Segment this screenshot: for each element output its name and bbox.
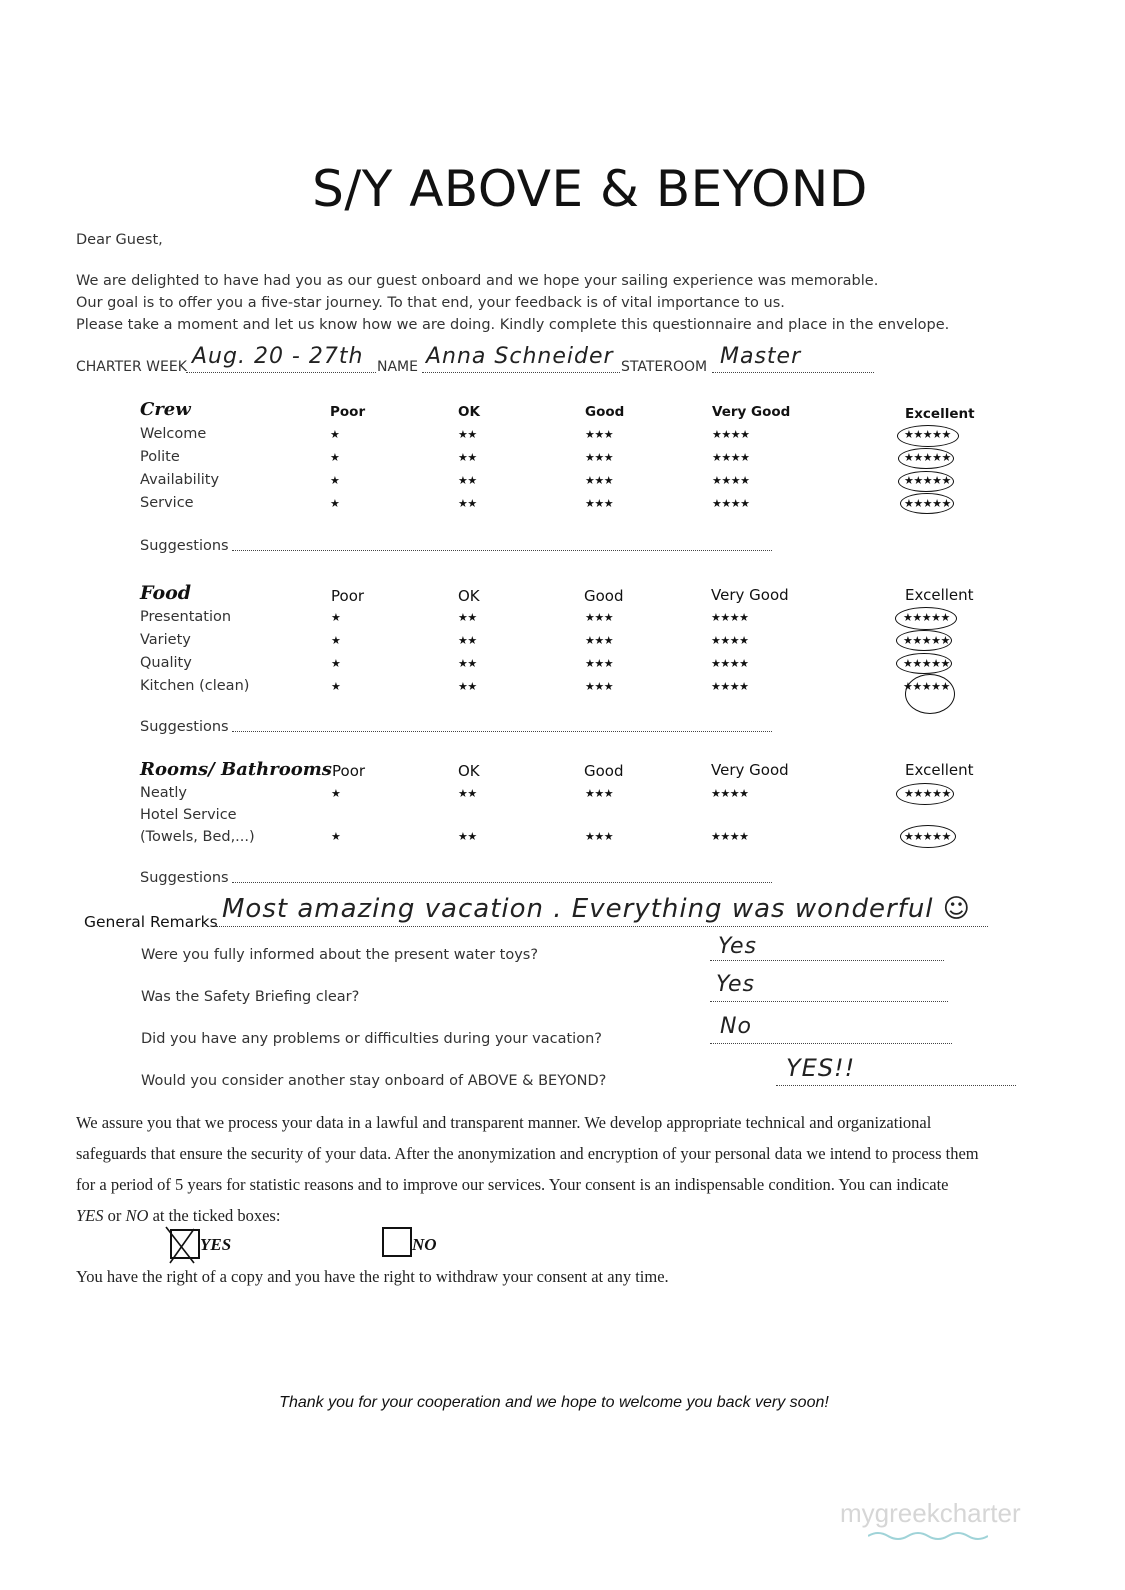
rating-good[interactable]: ★★★ — [585, 497, 614, 510]
intro-line-3: Please take a moment and let us know how we are doing. Kindly complete this questionnaire and place in the envelope. — [76, 317, 950, 333]
rating-poor[interactable]: ★ — [331, 634, 341, 647]
selected-excellent-circle — [896, 783, 954, 805]
selected-excellent-circle — [898, 448, 954, 469]
rating-excellent[interactable]: ★★★★★ — [904, 428, 951, 441]
col-ok: OK — [458, 762, 480, 780]
check-mark-icon — [164, 1225, 202, 1265]
rating-good[interactable]: ★★★ — [585, 830, 614, 843]
general-remarks-line — [216, 926, 988, 927]
rooms-item-hotel-service: Hotel Service — [140, 807, 237, 823]
rating-poor[interactable]: ★ — [330, 497, 340, 510]
col-good: Good — [584, 762, 624, 780]
col-poor: Poor — [330, 404, 366, 420]
rating-very-good[interactable]: ★★★★ — [711, 830, 749, 843]
rating-good[interactable]: ★★★ — [585, 680, 614, 693]
answer-2-line — [710, 1001, 948, 1002]
rating-poor[interactable]: ★ — [331, 680, 341, 693]
rating-ok[interactable]: ★★ — [458, 497, 477, 510]
col-poor: Poor — [332, 762, 366, 780]
selected-excellent-circle — [905, 674, 955, 714]
rating-excellent[interactable]: ★★★★★ — [904, 474, 951, 487]
selected-excellent-circle — [900, 825, 956, 848]
rating-excellent[interactable]: ★★★★★ — [903, 611, 950, 624]
rating-very-good[interactable]: ★★★★ — [711, 611, 749, 624]
rooms-item-neatly: Neatly — [140, 785, 187, 801]
rating-good[interactable]: ★★★ — [585, 611, 614, 624]
crew-item-service: Service — [140, 495, 194, 511]
rating-excellent[interactable]: ★★★★★ — [903, 680, 950, 693]
col-ok: OK — [458, 404, 480, 420]
col-very-good: Very Good — [711, 761, 789, 779]
consent-line-3: for a period of 5 years for statistic reasons and to improve our services. Your consent is an indispensable condition. You can indicate — [76, 1175, 949, 1194]
rating-ok[interactable]: ★★ — [458, 634, 477, 647]
answer-3[interactable]: No — [720, 1014, 752, 1039]
watermark — [840, 1498, 1021, 1529]
selected-excellent-circle — [898, 471, 954, 492]
intro-line-1: We are delighted to have had you as our guest onboard and we hope your sailing experience was memorable. — [76, 273, 879, 289]
consent-no-word: NO — [125, 1206, 149, 1225]
food-item-kitchen: Kitchen (clean) — [140, 678, 250, 694]
rating-very-good[interactable]: ★★★★ — [711, 634, 749, 647]
answer-2[interactable]: Yes — [716, 972, 756, 997]
consent-or-word: or — [103, 1206, 126, 1225]
general-remarks-value[interactable]: Most amazing vacation . Everything was wonderful ☺ — [222, 894, 971, 924]
section-title-crew: Crew — [140, 399, 191, 420]
consent-no-label: NO — [412, 1235, 437, 1254]
charter-week-value[interactable]: Aug. 20 - 27th — [192, 344, 364, 369]
rating-excellent[interactable]: ★★★★★ — [903, 634, 950, 647]
question-2: Was the Safety Briefing clear? — [141, 989, 360, 1005]
rating-poor[interactable]: ★ — [331, 611, 341, 624]
greeting: Dear Guest, — [76, 232, 163, 248]
rating-good[interactable]: ★★★ — [585, 428, 614, 441]
rating-excellent[interactable]: ★★★★★ — [904, 787, 951, 800]
rating-good[interactable]: ★★★ — [585, 634, 614, 647]
answer-1-line — [710, 960, 944, 961]
crew-suggestions-label: Suggestions — [140, 538, 229, 554]
col-excellent: Excellent — [905, 406, 975, 422]
name-label: NAME — [377, 359, 418, 375]
rating-poor[interactable]: ★ — [330, 428, 340, 441]
rating-very-good[interactable]: ★★★★ — [712, 474, 750, 487]
charter-week-label: CHARTER WEEK — [76, 359, 187, 375]
rating-excellent[interactable]: ★★★★★ — [904, 451, 951, 464]
consent-line-2: safeguards that ensure the security of your data. After the anonymization and encryption of your personal data we intend to process them — [76, 1144, 979, 1163]
food-suggestions-label: Suggestions — [140, 719, 229, 735]
crew-suggestions-field[interactable] — [232, 550, 772, 551]
consent-withdraw-text: You have the right of a copy and you have the right to withdraw your consent at any time. — [76, 1267, 669, 1286]
section-title-food: Food — [140, 582, 192, 604]
answer-4[interactable]: YES!! — [786, 1054, 856, 1082]
wave-icon — [868, 1530, 988, 1542]
col-very-good: Very Good — [712, 404, 791, 420]
selected-excellent-circle — [896, 630, 952, 651]
col-good: Good — [584, 587, 624, 605]
rating-very-good[interactable]: ★★★★ — [712, 497, 750, 510]
consent-no-checkbox[interactable] — [382, 1227, 412, 1257]
consent-yes-word: YES — [76, 1206, 104, 1225]
consent-ticked-boxes-text: at the ticked boxes: — [148, 1206, 281, 1225]
food-suggestions-field[interactable] — [232, 731, 772, 732]
food-item-quality: Quality — [140, 655, 192, 671]
rating-poor[interactable]: ★ — [330, 451, 340, 464]
consent-yes-checkbox[interactable] — [170, 1229, 200, 1259]
rating-good[interactable]: ★★★ — [585, 474, 614, 487]
general-remarks-label: General Remarks — [84, 913, 218, 931]
consent-yes-label: YES — [200, 1235, 232, 1254]
rooms-item-towels-bed: (Towels, Bed,...) — [140, 829, 255, 845]
col-excellent: Excellent — [905, 761, 974, 779]
rating-poor[interactable]: ★ — [331, 787, 341, 800]
selected-excellent-circle — [900, 493, 954, 514]
rating-poor[interactable]: ★ — [331, 830, 341, 843]
intro-line-2: Our goal is to offer you a five-star journey. To that end, your feedback is of vital importance to us. — [76, 295, 785, 311]
stateroom-value[interactable]: Master — [720, 344, 802, 369]
rating-ok[interactable]: ★★ — [458, 611, 477, 624]
rating-ok[interactable]: ★★ — [458, 830, 477, 843]
question-4: Would you consider another stay onboard of ABOVE & BEYOND? — [141, 1073, 607, 1089]
answer-4-line — [776, 1085, 1016, 1086]
page-title: S/Y ABOVE & BEYOND — [312, 160, 868, 218]
rating-ok[interactable]: ★★ — [458, 657, 477, 670]
rating-very-good[interactable]: ★★★★ — [711, 680, 749, 693]
rating-very-good[interactable]: ★★★★ — [711, 787, 749, 800]
selected-excellent-circle — [897, 425, 959, 447]
rooms-suggestions-field[interactable] — [232, 882, 772, 883]
rating-ok[interactable]: ★★ — [458, 787, 477, 800]
crew-item-availability: Availability — [140, 472, 220, 488]
rating-very-good[interactable]: ★★★★ — [711, 657, 749, 670]
col-excellent: Excellent — [905, 586, 974, 604]
rating-ok[interactable]: ★★ — [458, 474, 477, 487]
rating-ok[interactable]: ★★ — [458, 451, 477, 464]
rating-good[interactable]: ★★★ — [585, 787, 614, 800]
crew-item-welcome: Welcome — [140, 426, 207, 442]
watermark-text: mygreekcharter — [840, 1498, 1021, 1528]
rating-very-good[interactable]: ★★★★ — [712, 451, 750, 464]
thank-you-note: Thank you for your cooperation and we hope to welcome you back very soon! — [279, 1394, 829, 1411]
name-value[interactable]: Anna Schneider — [426, 344, 614, 369]
rating-excellent[interactable]: ★★★★★ — [904, 497, 951, 510]
col-ok: OK — [458, 587, 480, 605]
selected-excellent-circle — [895, 607, 957, 630]
rating-ok[interactable]: ★★ — [458, 428, 477, 441]
section-title-rooms: Rooms/ Bathrooms — [140, 759, 332, 780]
rating-very-good[interactable]: ★★★★ — [712, 428, 750, 441]
answer-3-line — [710, 1043, 952, 1044]
answer-1[interactable]: Yes — [718, 934, 758, 959]
consent-line-1: We assure you that we process your data in a lawful and transparent manner. We develop appropriate technical and organizational — [76, 1113, 932, 1132]
food-item-variety: Variety — [140, 632, 191, 648]
question-3: Did you have any problems or difficulties during your vacation? — [141, 1031, 602, 1047]
col-good: Good — [585, 404, 625, 420]
charter-week-line — [186, 372, 376, 373]
col-very-good: Very Good — [711, 586, 789, 604]
rating-ok[interactable]: ★★ — [458, 680, 477, 693]
col-poor: Poor — [331, 587, 365, 605]
rating-good[interactable]: ★★★ — [585, 657, 614, 670]
rating-excellent[interactable]: ★★★★★ — [904, 830, 951, 843]
question-1: Were you fully informed about the present water toys? — [141, 947, 539, 963]
food-item-presentation: Presentation — [140, 609, 232, 625]
rating-good[interactable]: ★★★ — [585, 451, 614, 464]
rating-excellent[interactable]: ★★★★★ — [903, 657, 950, 670]
stateroom-label: STATEROOM — [621, 359, 708, 375]
crew-item-polite: Polite — [140, 449, 180, 465]
stateroom-line — [712, 372, 874, 373]
name-line — [422, 372, 620, 373]
rating-poor[interactable]: ★ — [330, 474, 340, 487]
selected-excellent-circle — [896, 653, 952, 674]
rating-poor[interactable]: ★ — [331, 657, 341, 670]
rooms-suggestions-label: Suggestions — [140, 870, 229, 886]
